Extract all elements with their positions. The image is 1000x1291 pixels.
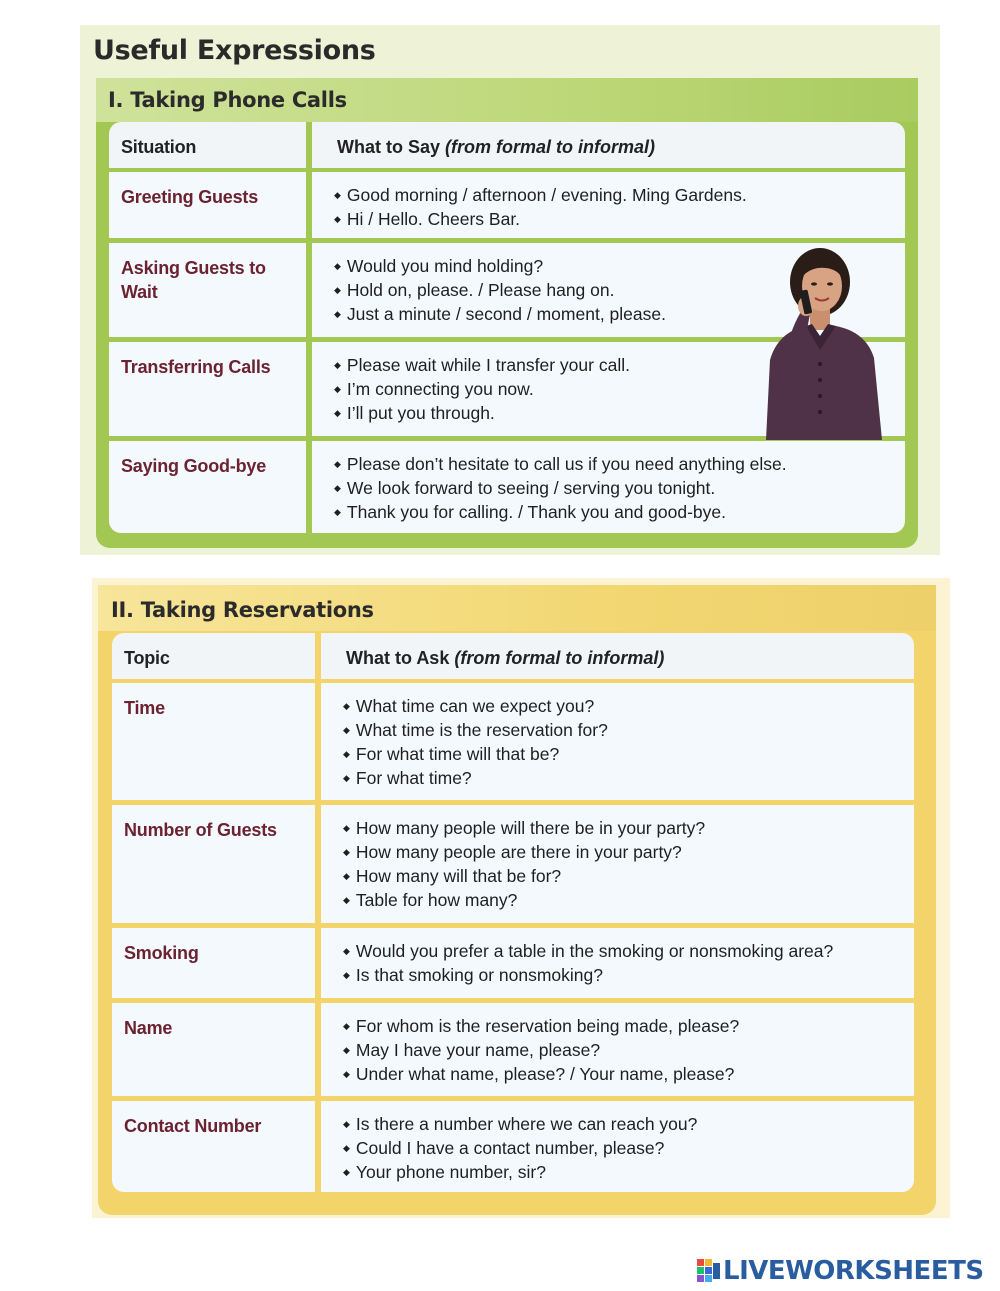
row-expressions — [312, 172, 905, 238]
liveworksheets-brand-text: LIVEWORKSHEETS — [723, 1256, 984, 1286]
expression: ◆ How many will that be for? — [343, 864, 914, 888]
expression: ◆ Your phone number, sir? — [343, 1160, 914, 1184]
liveworksheets-logo[interactable] — [697, 1256, 984, 1286]
row-label: Transferring Calls — [109, 342, 306, 436]
phone-calls-header-row — [109, 122, 905, 168]
row-label: Number of Guests — [112, 805, 315, 923]
expression: ◆ I’m connecting you now. — [334, 377, 905, 401]
table-row — [109, 172, 905, 238]
table-row — [112, 928, 914, 998]
woman-on-phone-image — [748, 240, 898, 440]
row-expressions — [312, 441, 905, 533]
expression: ◆ Good morning / afternoon / evening. Ming Gardens. — [334, 183, 905, 207]
expression: ◆ May I have your name, please? — [343, 1038, 914, 1062]
table-row — [112, 1003, 914, 1096]
expression: ◆ Table for how many? — [343, 888, 914, 912]
expression: ◆ How many people will there be in your party? — [343, 816, 914, 840]
row-label: Asking Guests to Wait — [109, 243, 306, 337]
expression: ◆ Would you mind holding? — [334, 254, 905, 278]
page-title: Useful Expressions — [93, 35, 376, 66]
liveworksheets-logo-icon — [697, 1259, 721, 1283]
what-to-ask-header: What to Ask (from formal to informal) — [321, 633, 914, 679]
expression: ◆ Under what name, please? / Your name, please? — [343, 1062, 914, 1086]
row-label: Greeting Guests — [109, 172, 306, 238]
expression: ◆ For whom is the reservation being made, please? — [343, 1014, 914, 1038]
what-to-say-header: What to Say (from formal to informal) — [312, 122, 905, 168]
expression: ◆ Please wait while I transfer your call. — [334, 353, 905, 377]
table-row — [112, 805, 914, 923]
reservations-title: II. Taking Reservations — [111, 598, 374, 622]
topic-header: Topic — [112, 633, 315, 679]
expression: ◆ Thank you for calling. / Thank you and good-bye. — [334, 500, 905, 524]
row-expressions — [321, 683, 914, 800]
situation-header: Situation — [109, 122, 306, 168]
expression: ◆ Could I have a contact number, please? — [343, 1136, 914, 1160]
table-row — [112, 683, 914, 800]
expression: ◆ For what time? — [343, 766, 914, 790]
expression: ◆ Please don’t hesitate to call us if you need anything else. — [334, 452, 905, 476]
expression: ◆ Just a minute / second / moment, please. — [334, 302, 905, 326]
row-expressions — [321, 805, 914, 923]
row-expressions — [321, 1003, 914, 1096]
expression: ◆ For what time will that be? — [343, 742, 914, 766]
row-label: Smoking — [112, 928, 315, 998]
row-expressions — [321, 928, 914, 998]
reservations-header-row — [112, 633, 914, 679]
expression: ◆ Would you prefer a table in the smoking or nonsmoking area? — [343, 939, 914, 963]
expression: ◆ What time is the reservation for? — [343, 718, 914, 742]
row-expressions — [321, 1101, 914, 1192]
row-label: Contact Number — [112, 1101, 315, 1192]
row-label: Saying Good-bye — [109, 441, 306, 533]
expression: ◆ I’ll put you through. — [334, 401, 905, 425]
expression: ◆ We look forward to seeing / serving you tonight. — [334, 476, 905, 500]
row-label: Time — [112, 683, 315, 800]
expression: ◆ Hold on, please. / Please hang on. — [334, 278, 905, 302]
phone-calls-title: I. Taking Phone Calls — [108, 88, 347, 112]
table-row — [109, 441, 905, 533]
expression: ◆ Is there a number where we can reach you? — [343, 1112, 914, 1136]
expression: ◆ What time can we expect you? — [343, 694, 914, 718]
expression: ◆ Is that smoking or nonsmoking? — [343, 963, 914, 987]
row-label: Name — [112, 1003, 315, 1096]
expression: ◆ How many people are there in your party? — [343, 840, 914, 864]
table-row — [112, 1101, 914, 1192]
expression: ◆ Hi / Hello. Cheers Bar. — [334, 207, 905, 231]
